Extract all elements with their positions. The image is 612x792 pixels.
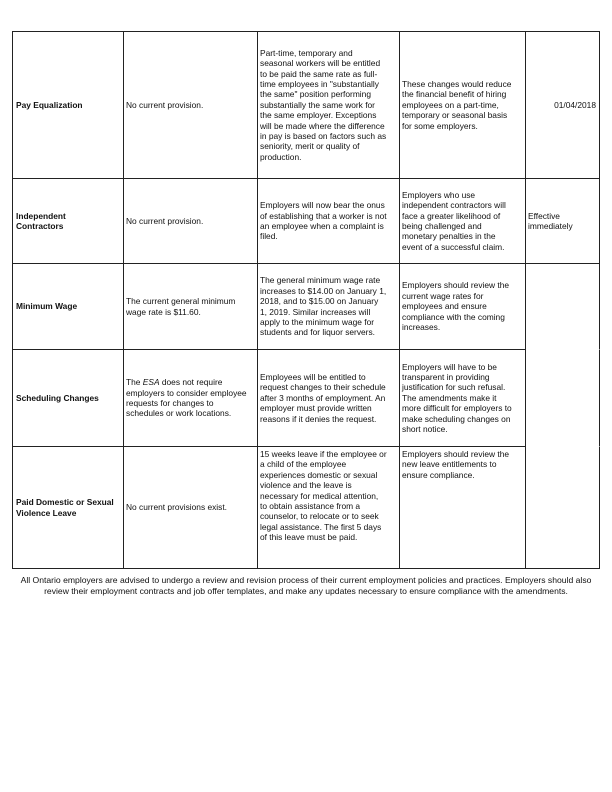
impact-text: Employers should review the new leave entitlements to ensure compliance. <box>402 449 510 480</box>
effective-date-cell <box>526 179 600 263</box>
effective-date: Effective immediately <box>528 210 573 231</box>
current-law-cell <box>124 32 258 178</box>
current-law-cell <box>124 264 258 349</box>
impact-text: These changes would reduce the financial benefit of hiring employees on a part-time, temporary or seasonal basis for some employers. <box>402 78 512 131</box>
issue-cell <box>13 447 124 568</box>
effective-date: 01/04/2018 <box>554 99 596 110</box>
impact-text: Employers will have to be transparent in providing justification for such refusal. The amendments make it more difficult for employers to make scheduling changes on short notice. <box>402 361 512 435</box>
change-cell <box>258 447 400 568</box>
effective-date-cell <box>526 350 600 447</box>
change-text: Employers will now bear the onus of establishing that a worker is not an employee when a complaint is filed. <box>260 200 387 242</box>
issue-cell <box>13 264 124 349</box>
current-law-prefix: The <box>126 377 143 388</box>
current-law-text <box>126 377 247 419</box>
change-cell <box>258 32 400 178</box>
impact-cell <box>400 179 526 263</box>
effective-date-cell <box>526 264 600 350</box>
change-text: The general minimum wage rate increases to $14.00 on January 1, 2018, and to $15.00 on January 1, 2019. Similar increases will apply to the minimum wage for students and for liquor servers. <box>260 275 387 338</box>
issue-label: Scheduling Changes <box>16 392 99 403</box>
impact-cell <box>400 350 526 446</box>
change-text: Employees will be entitled to request changes to their schedule after 3 months of employment. An employer must provide written reasons if it denies the request. <box>260 371 386 424</box>
impact-text: Employers who use independent contractors will face a greater likelihood of being challenged and monetary penalties in the event of a successful claim. <box>402 189 506 252</box>
issue-cell <box>13 350 124 446</box>
impact-cell <box>400 447 526 568</box>
current-law-cell <box>124 179 258 263</box>
issue-cell <box>13 32 124 178</box>
impact-text: Employers should review the current wage rates for employees and ensure compliance with the coming increases. <box>402 280 510 333</box>
table-row-domestic-violence-leave <box>13 447 600 569</box>
current-law-cell <box>124 350 258 446</box>
change-text: 15 weeks leave if the employee or a child of the employee experiences domestic or sexual violence and the leave is necessary for medical attention, to obtain assistance from a counselor, to relocate or to seek legal assistance. The first 5 days of this leave must be paid. <box>260 449 387 543</box>
change-cell <box>258 179 400 263</box>
current-law-rest: does not require employers to consider employee requests for changes to schedules or work locations. <box>126 377 247 419</box>
issue-label: Independent Contractors <box>16 210 66 231</box>
current-law-text: No current provision. <box>126 215 204 226</box>
issue-label: Paid Domestic or Sexual Violence Leave <box>16 497 114 518</box>
table-row-independent-contractors <box>13 179 600 264</box>
advisory-note: All Ontario employers are advised to undergo a review and revision process of their current employment policies and practices. Employers should also review their employment contracts and job offer templates, and make any updates necessary to ensure compliance with the amendments. <box>20 575 592 597</box>
impact-cell <box>400 32 526 178</box>
current-law-text: The current general minimum wage rate is $11.60. <box>126 296 236 317</box>
impact-cell <box>400 264 526 349</box>
current-law-cell <box>124 447 258 568</box>
amendments-table <box>12 31 600 569</box>
table-row-scheduling-changes <box>13 350 600 447</box>
table-row-pay-equalization <box>13 32 600 179</box>
table-row-minimum-wage <box>13 264 600 350</box>
effective-date-cell <box>526 32 600 178</box>
current-law-text: No current provision. <box>126 99 204 110</box>
current-law-text: No current provisions exist. <box>126 502 228 513</box>
change-cell <box>258 350 400 446</box>
esa-abbreviation: ESA <box>142 377 160 388</box>
issue-label: Minimum Wage <box>16 301 78 312</box>
change-text: Part-time, temporary and seasonal workers will be entitled to be paid the same rate as full- time employees in "substantially the same" position performing substantially the same work for the same employer. Exceptions will be made where the difference in pay is based on factors such as seniority, merit or quality of production. <box>260 47 387 162</box>
issue-cell <box>13 179 124 263</box>
effective-date-cell <box>526 447 600 568</box>
change-cell <box>258 264 400 349</box>
issue-label: Pay Equalization <box>16 99 83 110</box>
